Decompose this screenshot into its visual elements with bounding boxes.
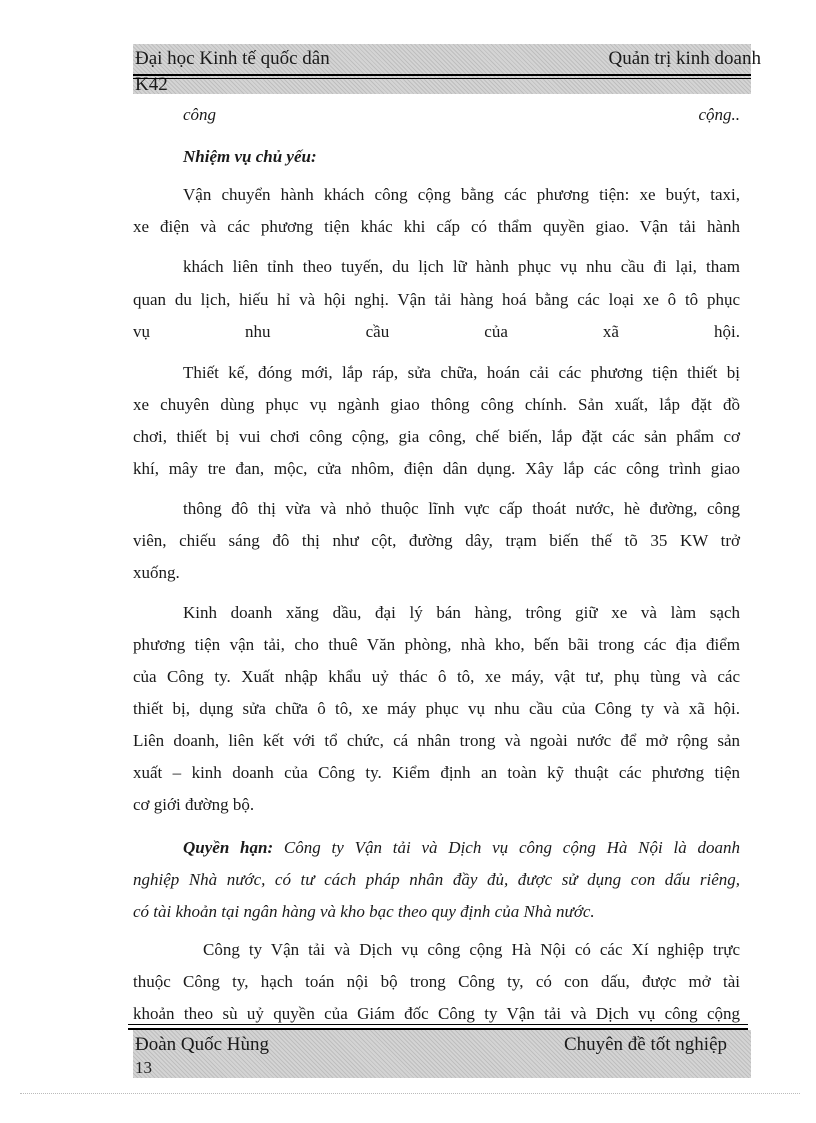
header-rule [133, 74, 751, 76]
page-edge [20, 1093, 800, 1094]
paragraph-line: quan du lịch, hiếu hỉ và hội nghị. Vận tải hàng hoá bằng các loại xe ô tô phục [133, 290, 740, 309]
paragraph-line: xe điện và các phương tiện khác khi cấp có thẩm quyền giao. Vận tải hành [133, 217, 740, 236]
paragraph-line: Kinh doanh xăng dầu, đại lý bán hàng, trông giữ xe và làm sạch [183, 603, 740, 622]
paragraph-line: có tài khoản tại ngân hàng và kho bạc theo quy định của Nhà nước. [133, 902, 595, 921]
header-class: K42 [135, 74, 168, 95]
paragraph-line: phương tiện vận tải, cho thuê Văn phòng, nhà kho, bến bãi trong các địa điểm [133, 635, 740, 654]
section-heading-rights: Quyền hạn: [183, 838, 274, 857]
header-rule-thin [133, 78, 751, 79]
line-fragment: Công ty Vận tải và Dịch vụ công cộng Hà Nội là doanh [273, 838, 740, 857]
paragraph-line: xuống. [133, 563, 180, 582]
line-fragment: công [183, 105, 217, 124]
paragraph-line: của Công ty. Xuất nhập khẩu uỷ thác ô tô, xe máy, vật tư, phụ tùng và các [133, 667, 740, 686]
line-fragment: cộng.. [698, 105, 740, 124]
paragraph-line: Vận chuyển hành khách công cộng bằng các phương tiện: xe buýt, taxi, [183, 185, 740, 204]
paragraph-line: thông đô thị vừa và nhỏ thuộc lĩnh vực cấp thoát nước, hè đường, công [183, 499, 740, 518]
paragraph-line: khách liên tỉnh theo tuyến, du lịch lữ hành phục vụ nhu cầu đi lại, tham [183, 257, 740, 276]
footer-doc-type: Chuyên đề tốt nghiệp [563, 1034, 727, 1055]
paragraph-line: thuộc Công ty, hạch toán nội bộ trong Công ty, có con dấu, được mở tài [133, 972, 740, 991]
page-header [133, 44, 761, 95]
footer-rule-thin [128, 1024, 748, 1025]
footer-author: Đoàn Quốc Hùng [135, 1034, 270, 1055]
paragraph-line: vụ nhu cầu của xã hội. [133, 322, 740, 341]
page-number: 13 [135, 1058, 152, 1077]
paragraph-line: nghiệp Nhà nước, có tư cách pháp nhân đầy đủ, được sử dụng con dấu riêng, [133, 870, 740, 889]
section-heading-duties: Nhiệm vụ chủ yếu: [183, 147, 317, 166]
paragraph-line: thiết bị, dụng sửa chữa ô tô, xe máy phục vụ nhu cầu của Công ty và xã hội. [133, 699, 740, 718]
paragraph-line: viên, chiếu sáng đô thị như cột, đường dây, trạm biến thế tõ 35 KW trở [133, 531, 740, 550]
paragraph-line: khoản theo sù uỷ quyền của Giám đốc Công ty Vận tải và Dịch vụ công cộng [133, 1004, 740, 1023]
paragraph-line: chơi, thiết bị vui chơi công cộng, gia công, chế biến, lắp đặt các sản phẩm cơ [133, 427, 740, 446]
paragraph-line: khí, mây tre đan, mộc, cửa nhôm, điện dân dụng. Xây lắp các công trình giao [133, 459, 740, 478]
paragraph-line: Liên doanh, liên kết với tổ chức, cá nhân trong và ngoài nước để mở rộng sản [133, 731, 740, 750]
paragraph-line: Công ty Vận tải và Dịch vụ công cộng Hà Nội có các Xí nghiệp trực [203, 940, 740, 959]
paragraph-line: Thiết kế, đóng mới, lắp ráp, sửa chữa, hoán cải các phương tiện thiết bị [183, 363, 740, 382]
paragraph-line: cơ giới đường bộ. [133, 795, 255, 814]
page-footer [133, 1030, 751, 1078]
header-major: Quản trị kinh doanh [608, 48, 761, 69]
paragraph-line: xuất – kinh doanh của Công ty. Kiểm định an toàn kỹ thuật các phương tiện [133, 763, 740, 782]
header-university: Đại học Kinh tế quốc dân [135, 48, 330, 69]
paragraph-line: xe chuyên dùng phục vụ ngành giao thông công chính. Sản xuất, lắp đặt đồ [133, 395, 740, 414]
paragraph-line [183, 105, 740, 125]
paragraph-line [183, 838, 740, 858]
